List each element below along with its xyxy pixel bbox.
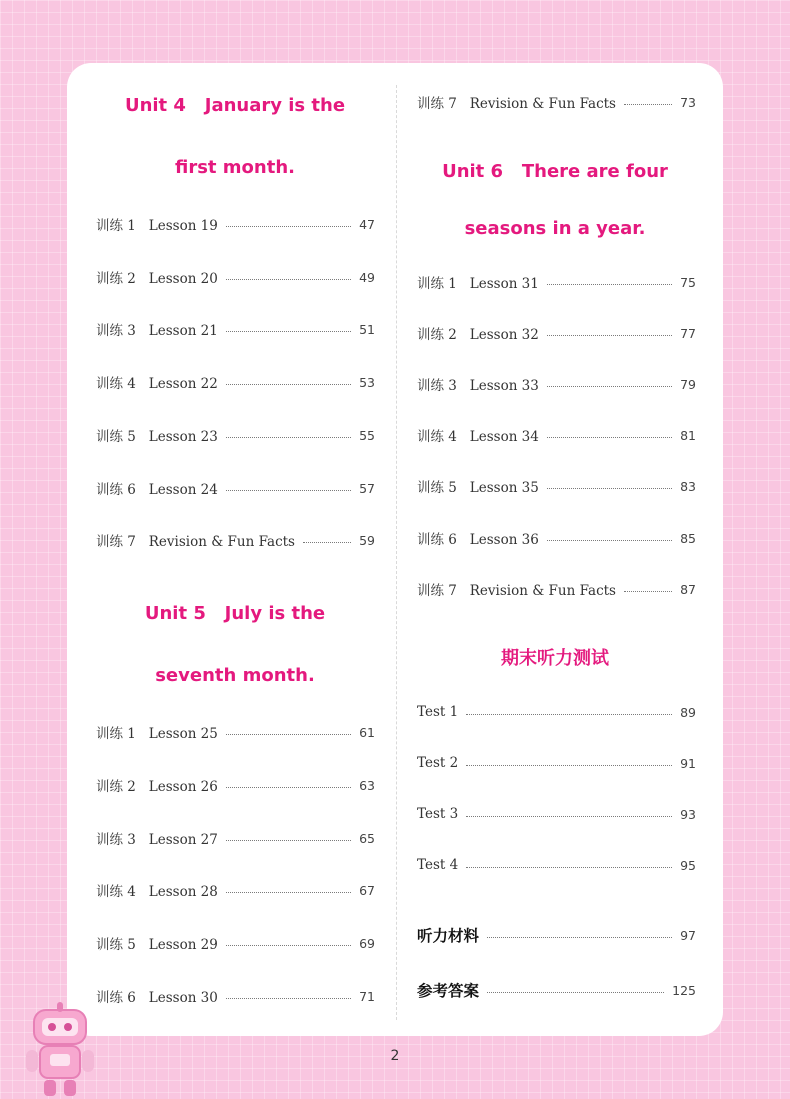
- entry-page: 65: [359, 830, 375, 846]
- entry-page: 95: [680, 857, 696, 873]
- entry-label: 训练 7 Revision & Fun Facts: [417, 96, 616, 112]
- dot-leader: [624, 104, 672, 105]
- final-test-title: 期末听力测试: [501, 648, 609, 669]
- toc-entry[interactable]: [96, 266, 375, 288]
- dot-leader: [487, 937, 672, 938]
- dot-leader: [547, 284, 672, 285]
- toc-entry[interactable]: [417, 803, 696, 825]
- entry-page: 57: [359, 480, 375, 496]
- entry-page: 91: [680, 755, 696, 771]
- entry-label: 训练 5 Lesson 29: [96, 937, 218, 953]
- entry-label: 训练 2 Lesson 32: [417, 327, 539, 343]
- entry-page: 89: [680, 704, 696, 720]
- toc-entry[interactable]: [417, 475, 696, 497]
- toc-entry[interactable]: [417, 578, 696, 600]
- entry-label: Test 2: [417, 755, 459, 771]
- dot-leader: [226, 840, 351, 841]
- dot-leader: [624, 591, 672, 592]
- entry-label: 训练 7 Revision & Fun Facts: [96, 534, 295, 550]
- toc-entry[interactable]: [96, 318, 375, 340]
- entry-label: 训练 5 Lesson 35: [417, 480, 539, 496]
- entry-page: 87: [680, 581, 696, 597]
- toc-entry[interactable]: [417, 373, 696, 395]
- toc-entry[interactable]: [96, 424, 375, 446]
- dot-leader: [547, 488, 672, 489]
- entry-page: 97: [680, 927, 696, 943]
- entry-page: 55: [359, 427, 375, 443]
- toc-entry[interactable]: [417, 322, 696, 344]
- entry-label: 训练 6 Lesson 24: [96, 482, 218, 498]
- unit6-title-line1: Unit 6 There are four: [442, 161, 668, 182]
- unit4-title-line1: Unit 4 January is the: [124, 95, 346, 116]
- entry-label: Test 3: [417, 806, 459, 822]
- toc-entry[interactable]: [96, 827, 375, 849]
- unit4-title-line2: first month.: [175, 157, 295, 178]
- toc-entry[interactable]: [96, 721, 375, 743]
- toc-entry-listening-materials[interactable]: [417, 924, 696, 946]
- entry-label: Test 1: [417, 704, 459, 720]
- entry-page: 47: [359, 216, 375, 232]
- toc-entry-answers[interactable]: [417, 979, 696, 1001]
- toc-entry[interactable]: [96, 879, 375, 901]
- column-divider: [396, 85, 397, 1020]
- unit5-title-line2: seventh month.: [155, 665, 315, 686]
- dot-leader: [547, 335, 672, 336]
- entry-page: 83: [680, 478, 696, 494]
- unit6-title-line2: seasons in a year.: [464, 218, 646, 239]
- dot-leader: [466, 765, 672, 766]
- dot-leader: [226, 490, 351, 491]
- toc-entry[interactable]: [96, 213, 375, 235]
- dot-leader: [547, 540, 672, 541]
- dot-leader: [466, 816, 672, 817]
- dot-leader: [226, 437, 351, 438]
- toc-entry[interactable]: [96, 529, 375, 551]
- entry-page: 75: [680, 274, 696, 290]
- entry-page: 61: [359, 724, 375, 740]
- entry-page: 67: [359, 882, 375, 898]
- entry-label: 训练 6 Lesson 36: [417, 532, 539, 548]
- entry-page: 81: [680, 427, 696, 443]
- entry-label: 训练 3 Lesson 27: [96, 832, 218, 848]
- entry-label: 训练 1 Lesson 19: [96, 218, 218, 234]
- entry-page: 79: [680, 376, 696, 392]
- entry-page: 59: [359, 532, 375, 548]
- entry-label: Test 4: [417, 857, 459, 873]
- dot-leader: [226, 998, 351, 999]
- dot-leader: [547, 386, 672, 387]
- entry-label: 训练 1 Lesson 25: [96, 726, 218, 742]
- entry-label: 训练 4 Lesson 34: [417, 429, 539, 445]
- entry-label: 训练 4 Lesson 22: [96, 376, 218, 392]
- page-number: 2: [390, 1048, 400, 1064]
- dot-leader: [226, 945, 351, 946]
- entry-page: 77: [680, 325, 696, 341]
- entry-label: 训练 7 Revision & Fun Facts: [417, 583, 616, 599]
- toc-entry[interactable]: [417, 752, 696, 774]
- entry-page: 51: [359, 321, 375, 337]
- dot-leader: [226, 734, 351, 735]
- toc-entry[interactable]: [417, 271, 696, 293]
- entry-page: 73: [680, 94, 696, 110]
- toc-entry[interactable]: [96, 774, 375, 796]
- dot-leader: [226, 279, 351, 280]
- toc-entry[interactable]: [96, 477, 375, 499]
- dot-leader: [226, 787, 351, 788]
- toc-entry[interactable]: [417, 701, 696, 723]
- dot-leader: [226, 226, 351, 227]
- toc-entry[interactable]: [96, 371, 375, 393]
- entry-label: 训练 4 Lesson 28: [96, 884, 218, 900]
- toc-entry[interactable]: [96, 985, 375, 1007]
- toc-entry[interactable]: [96, 932, 375, 954]
- entry-label: 听力材料: [417, 927, 480, 945]
- dot-leader: [226, 892, 351, 893]
- entry-page: 63: [359, 777, 375, 793]
- dot-leader: [226, 384, 351, 385]
- entry-label: 训练 3 Lesson 33: [417, 378, 539, 394]
- unit5-title-line1: Unit 5 July is the: [144, 603, 326, 624]
- entry-label: 参考答案: [417, 982, 480, 1000]
- dot-leader: [487, 992, 664, 993]
- dot-leader: [547, 437, 672, 438]
- dot-leader: [466, 714, 672, 715]
- entry-page: 93: [680, 806, 696, 822]
- toc-entry[interactable]: [417, 854, 696, 876]
- entry-page: 125: [672, 982, 696, 998]
- toc-entry[interactable]: [417, 424, 696, 446]
- entry-label: 训练 3 Lesson 21: [96, 323, 218, 339]
- entry-page: 49: [359, 269, 375, 285]
- robot-mascot-icon: [20, 1000, 100, 1099]
- toc-entry[interactable]: [417, 91, 696, 113]
- entry-label: 训练 2 Lesson 20: [96, 271, 218, 287]
- entry-label: 训练 2 Lesson 26: [96, 779, 218, 795]
- entry-label: 训练 1 Lesson 31: [417, 276, 539, 292]
- dot-leader: [303, 542, 351, 543]
- dot-leader: [226, 331, 351, 332]
- entry-page: 85: [680, 530, 696, 546]
- entry-page: 71: [359, 988, 375, 1004]
- entry-page: 69: [359, 935, 375, 951]
- entry-label: 训练 6 Lesson 30: [96, 990, 218, 1006]
- entry-label: 训练 5 Lesson 23: [96, 429, 218, 445]
- toc-entry[interactable]: [417, 527, 696, 549]
- entry-page: 53: [359, 374, 375, 390]
- dot-leader: [466, 867, 672, 868]
